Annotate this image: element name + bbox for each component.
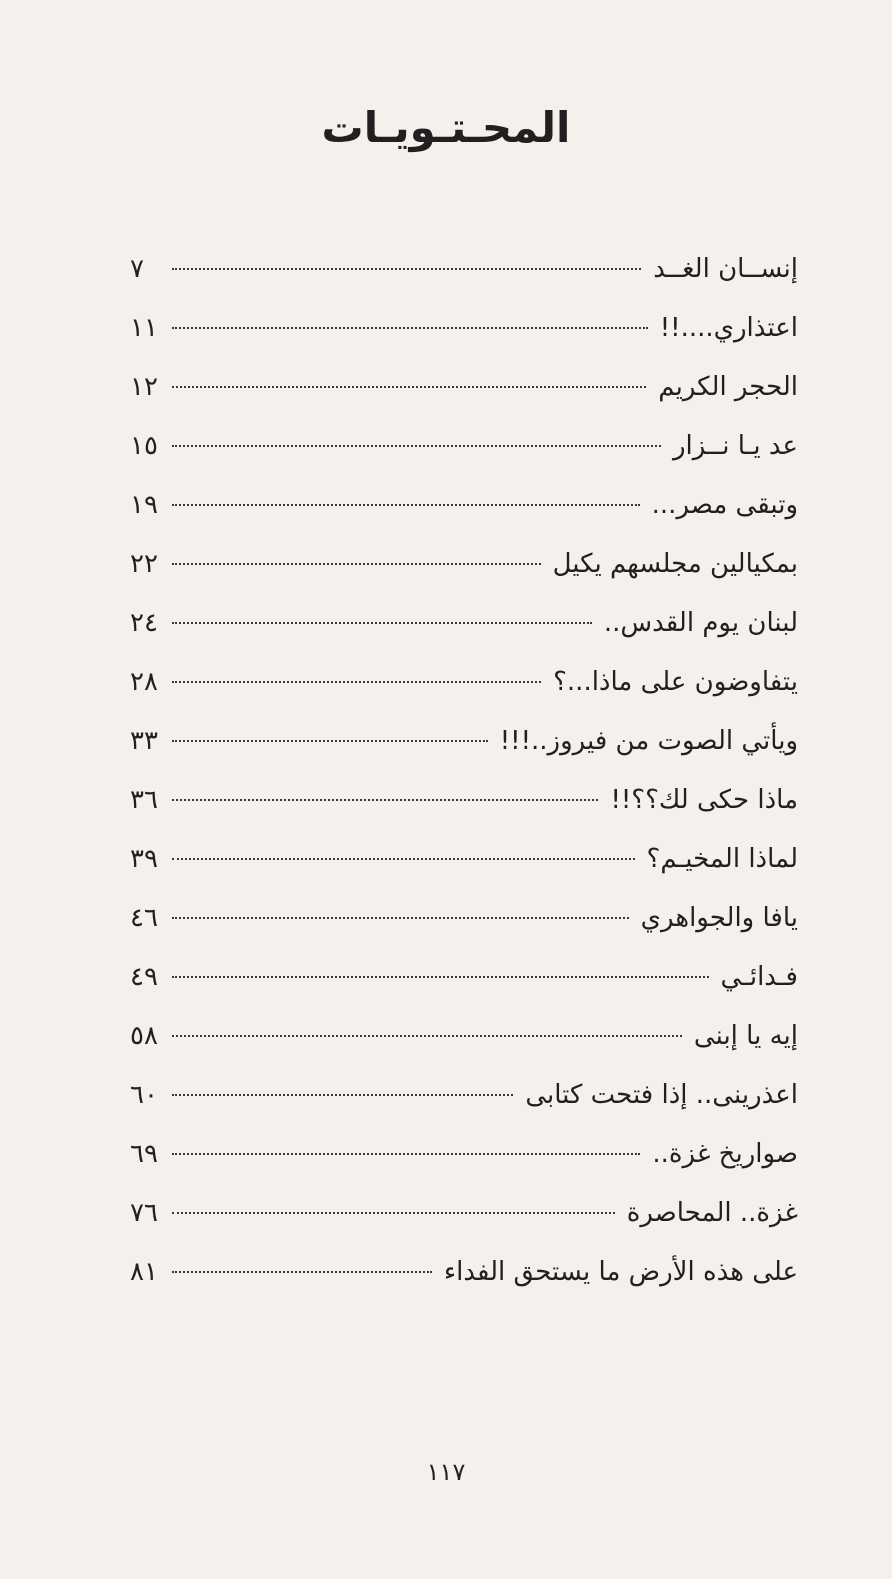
toc-entry-title: غزة.. المحاصرة [626,1198,798,1228]
toc-entry-page: ١٩ [130,490,158,520]
toc-entry [130,889,798,948]
toc-entry-title: وتبقى مصر... [651,490,798,520]
toc-entry-page: ٣٦ [130,785,158,815]
toc-entry-page: ٢٢ [130,549,158,579]
toc-entry-page: ٣٣ [130,726,158,756]
toc-entry-title: يتفاوضون على ماذا...؟ [553,667,798,697]
toc-entry-title: لماذا المخيـم؟ [646,844,798,874]
toc-entry [130,948,798,1007]
toc-entry [130,299,798,358]
toc-entry [130,830,798,889]
table-of-contents [130,240,798,1302]
toc-entry-title: بمكيالين مجلسهم يكيل [552,549,798,579]
toc-entry-page: ٢٤ [130,608,158,638]
toc-entry [130,417,798,476]
toc-entry [130,1243,798,1302]
dot-leader [172,976,709,978]
toc-entry-title: لبنان يوم القدس.. [603,608,798,638]
dot-leader [172,1035,682,1037]
dot-leader [172,681,541,683]
toc-entry-title: الحجر الكريم [658,372,798,402]
toc-entry [130,712,798,771]
dot-leader [172,799,598,801]
toc-entry-page: ٧ [130,254,144,284]
dot-leader [172,1271,432,1273]
toc-entry-title: فـدائـي [720,962,798,992]
dot-leader [172,327,648,329]
toc-entry-page: ٦٠ [130,1080,158,1110]
dot-leader [172,445,661,447]
page-number: ١١٧ [426,1458,466,1486]
toc-entry [130,1125,798,1184]
toc-entry-page: ٤٩ [130,962,158,992]
toc-entry-page: ٥٨ [130,1021,158,1051]
dot-leader [172,858,635,860]
dot-leader [172,1094,513,1096]
toc-entry-page: ٢٨ [130,667,158,697]
dot-leader [172,740,488,742]
toc-entry [130,1066,798,1125]
dot-leader [172,622,592,624]
toc-entry-page: ١١ [130,313,158,343]
toc-entry-title: على هذه الأرض ما يستحق الفداء [443,1257,798,1287]
dot-leader [172,563,541,565]
dot-leader [172,504,640,506]
toc-entry-title: عد يـا نــزار [672,431,798,461]
toc-entry-page: ٧٦ [130,1198,158,1228]
toc-entry [130,653,798,712]
dot-leader [172,1153,640,1155]
dot-leader [172,268,641,270]
toc-entry [130,771,798,830]
toc-entry-page: ٣٩ [130,844,158,874]
toc-entry-title: إنســان الغــد [653,254,798,284]
toc-entry [130,240,798,299]
dot-leader [172,1212,615,1214]
toc-entry-title: ويأتي الصوت من فيروز..!!! [499,726,798,756]
toc-entry [130,1007,798,1066]
page-title: المحـتـويـات [321,103,571,152]
toc-entry-page: ١٥ [130,431,158,461]
toc-entry [130,358,798,417]
toc-entry-title: اعتذاري....!! [659,313,798,343]
toc-entry-title: صواريخ غزة.. [652,1139,798,1169]
toc-entry-title: ماذا حكى لك؟؟!! [610,785,798,815]
toc-entry [130,1184,798,1243]
toc-entry-page: ٤٦ [130,903,158,933]
dot-leader [172,386,646,388]
dot-leader [172,917,629,919]
toc-entry-page: ١٢ [130,372,158,402]
toc-entry-title: يافا والجواهري [640,903,798,933]
toc-entry-title: إيه يا إبنى [693,1021,798,1051]
toc-entry [130,476,798,535]
toc-entry-page: ٨١ [130,1257,158,1287]
toc-entry [130,594,798,653]
toc-entry [130,535,798,594]
toc-entry-title: اعذرينى.. إذا فتحت كتابى [525,1080,798,1110]
toc-entry-page: ٦٩ [130,1139,158,1169]
